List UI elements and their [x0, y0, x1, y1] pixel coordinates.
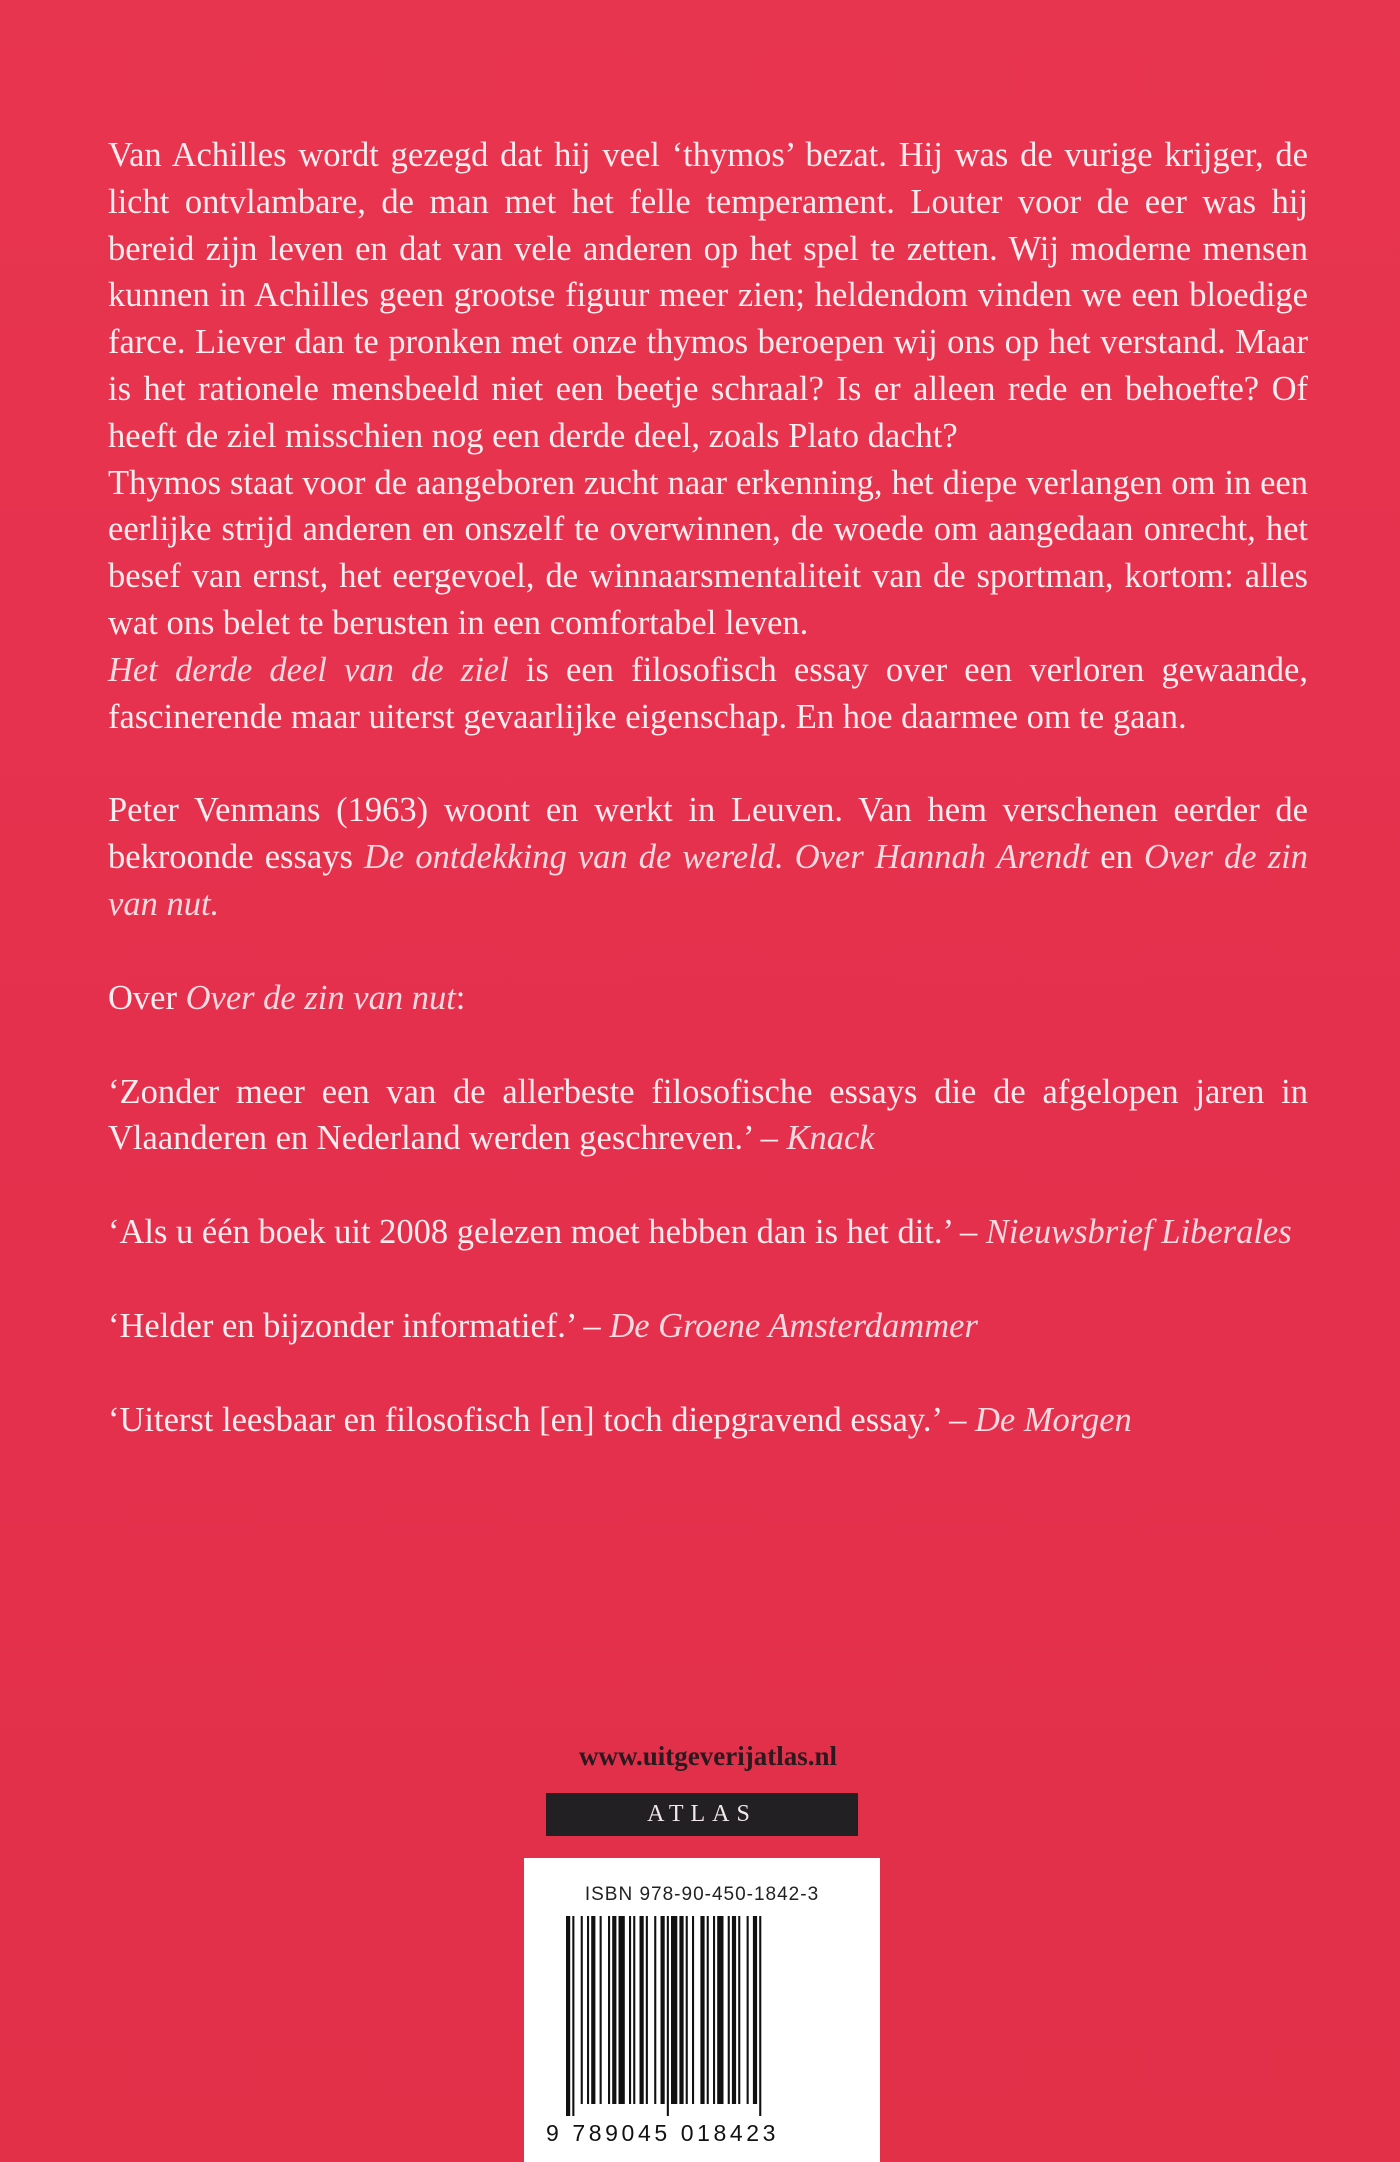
blurb-paragraph-3 [108, 647, 1308, 741]
review-source-4: De Morgen [974, 1400, 1132, 1439]
barcode-panel [524, 1858, 880, 2162]
blurb-column [108, 132, 1308, 1444]
author-book-2: Over de zin van nut. [108, 838, 1308, 923]
blurb-paragraph-3-text: is een filosofisch essay over een verloren gewaande, fascinerende maar uiterst gevaarlijke eigenschap. En hoe daarmee om te gaan. [108, 650, 1308, 736]
review-quote-1-text: ‘Zonder meer een van de allerbeste filosofische essays die de afgelopen jaren in Vlaanderen en Nederland werden geschreven.’ – [108, 1072, 1308, 1158]
publisher-url: www.uitgeverijatlas.nl [579, 1741, 837, 1771]
isbn-label: ISBN 978-90-450-1842-3 [584, 1884, 820, 1905]
book-title: Het derde deel van de ziel [108, 650, 509, 689]
reviews-heading-suffix: : [455, 978, 466, 1017]
review-quote-4 [108, 1397, 1308, 1444]
barcode-digits: 9 789045 018423 [546, 2120, 780, 2146]
review-quote-2-text: ‘Als u één boek uit 2008 gelezen moet hebben dan is het dit.’ – [108, 1213, 986, 1252]
barcode-icon [566, 1916, 836, 2116]
review-quote-3-text: ‘Helder en bijzonder informatief.’ – [108, 1306, 610, 1345]
reviews-heading-prefix: Over [108, 978, 186, 1017]
review-source-1: Knack [786, 1119, 875, 1158]
blurb-paragraph-1: Van Achilles wordt gezegd dat hij veel ‘thymos’ bezat. Hij was de vurige krijger, de licht ontvlambare, de man met het felle temperament. Louter voor de eer was hij bereid zijn leven en dat van vele anderen op het spel te zetten. Wij moderne mensen kunnen in Achilles geen grootse figuur meer zien; heldendom vinden we een bloedige farce. Liever dan te pronken met onze thymos beroepen wij ons op het verstand. Maar is het rationele mensbeeld niet een beetje schraal? Is er alleen rede en behoefte? Of heeft de ziel misschien nog een derde deel, zoals Plato dacht? [108, 136, 1308, 455]
author-bio-text: Peter Venmans (1963) woont en werkt in Leuven. Van hem verschenen eerder de bekroonde essays [108, 791, 1308, 877]
author-bio [108, 787, 1308, 927]
author-bio-connector: en [1089, 838, 1144, 877]
author-book-1: De ontdekking van de wereld. Over Hannah Arendt [364, 838, 1090, 877]
review-quote-4-text: ‘Uiterst leesbaar en filosofisch [en] toch diepgravend essay.’ – [108, 1400, 975, 1439]
review-source-3: De Groene Amsterdammer [609, 1306, 978, 1345]
reviews-heading [108, 975, 1308, 1022]
blurb-paragraph-2: Thymos staat voor de aangeboren zucht naar erkenning, het diepe verlangen om in een eerlijke strijd anderen en onszelf te overwinnen, de woede om aangedaan onrecht, het besef van ernst, het eergevoel, de winnaarsmentaliteit van de sportman, kortom: alles wat ons belet te berusten in een comfortabel leven. [108, 463, 1308, 642]
review-quote-1 [108, 1069, 1308, 1163]
review-quote-3 [108, 1303, 1308, 1350]
review-quote-2 [108, 1209, 1308, 1256]
reviews-heading-title: Over de zin van nut [185, 978, 456, 1017]
review-source-2: Nieuwsbrief Liberales [985, 1213, 1292, 1252]
publisher-logo: ATLAS [546, 1793, 858, 1836]
